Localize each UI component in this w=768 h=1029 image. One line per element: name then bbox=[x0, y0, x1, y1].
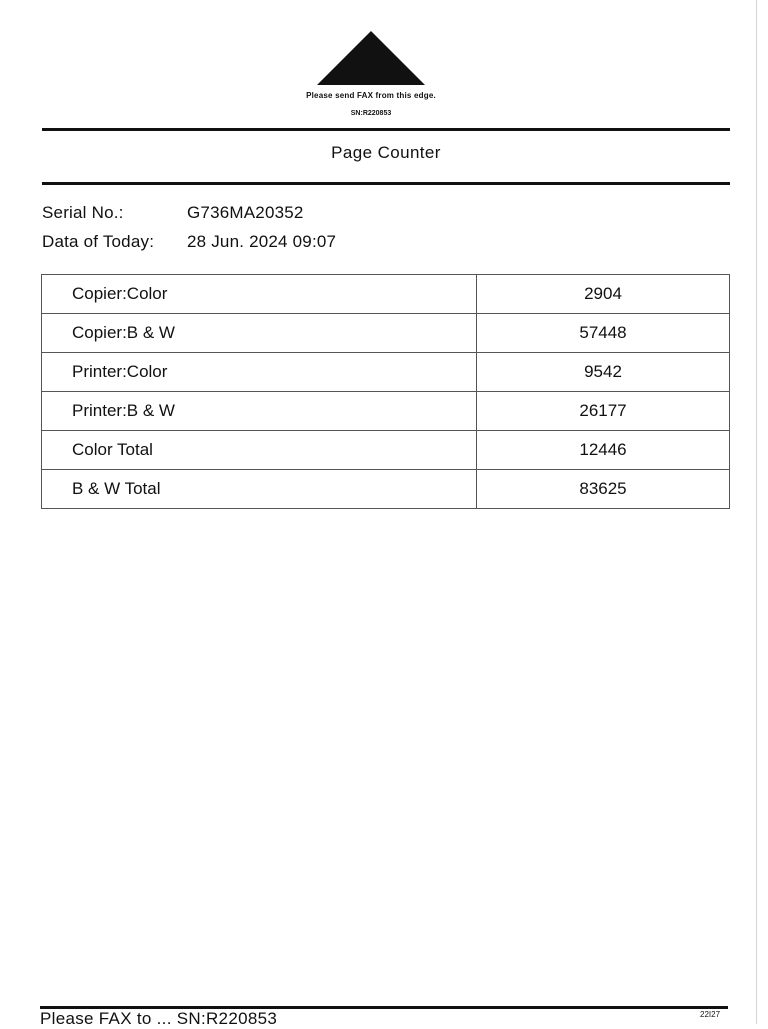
counter-label: Color Total bbox=[42, 431, 477, 470]
table-row bbox=[42, 431, 730, 470]
page-right-edge bbox=[756, 0, 757, 1024]
page-title: Page Counter bbox=[331, 143, 441, 162]
table-row bbox=[42, 275, 730, 314]
footer-code: 22I27 bbox=[700, 1010, 721, 1019]
footer-fax-text: Please FAX to ... SN:R220853 bbox=[40, 1009, 278, 1028]
counter-value: 2904 bbox=[477, 275, 730, 314]
counter-value: 9542 bbox=[477, 353, 730, 392]
counter-label: Copier:B & W bbox=[42, 314, 477, 353]
serial-row bbox=[42, 203, 304, 223]
table-row bbox=[42, 314, 730, 353]
counter-value: 83625 bbox=[477, 470, 730, 509]
counter-label: Printer:B & W bbox=[42, 392, 477, 431]
date-label: Data of Today: bbox=[42, 232, 155, 251]
table-row bbox=[42, 353, 730, 392]
table-row bbox=[42, 392, 730, 431]
counter-label: Copier:Color bbox=[42, 275, 477, 314]
serial-label: Serial No.: bbox=[42, 203, 124, 222]
serial-value: G736MA20352 bbox=[187, 203, 304, 222]
counter-label: B & W Total bbox=[42, 470, 477, 509]
date-row bbox=[42, 232, 336, 252]
counter-value: 12446 bbox=[477, 431, 730, 470]
page-counter-table bbox=[41, 274, 730, 509]
counter-value: 57448 bbox=[477, 314, 730, 353]
counter-value: 26177 bbox=[477, 392, 730, 431]
counter-label: Printer:Color bbox=[42, 353, 477, 392]
table-row bbox=[42, 470, 730, 509]
title-bottom-rule bbox=[42, 182, 730, 185]
date-value: 28 Jun. 2024 09:07 bbox=[187, 232, 337, 251]
fax-edge-note: Please send FAX from this edge. bbox=[306, 91, 436, 100]
fax-direction-triangle-icon bbox=[317, 31, 425, 85]
header-serial-number: SN:R220853 bbox=[350, 110, 392, 117]
title-top-rule bbox=[42, 128, 730, 131]
